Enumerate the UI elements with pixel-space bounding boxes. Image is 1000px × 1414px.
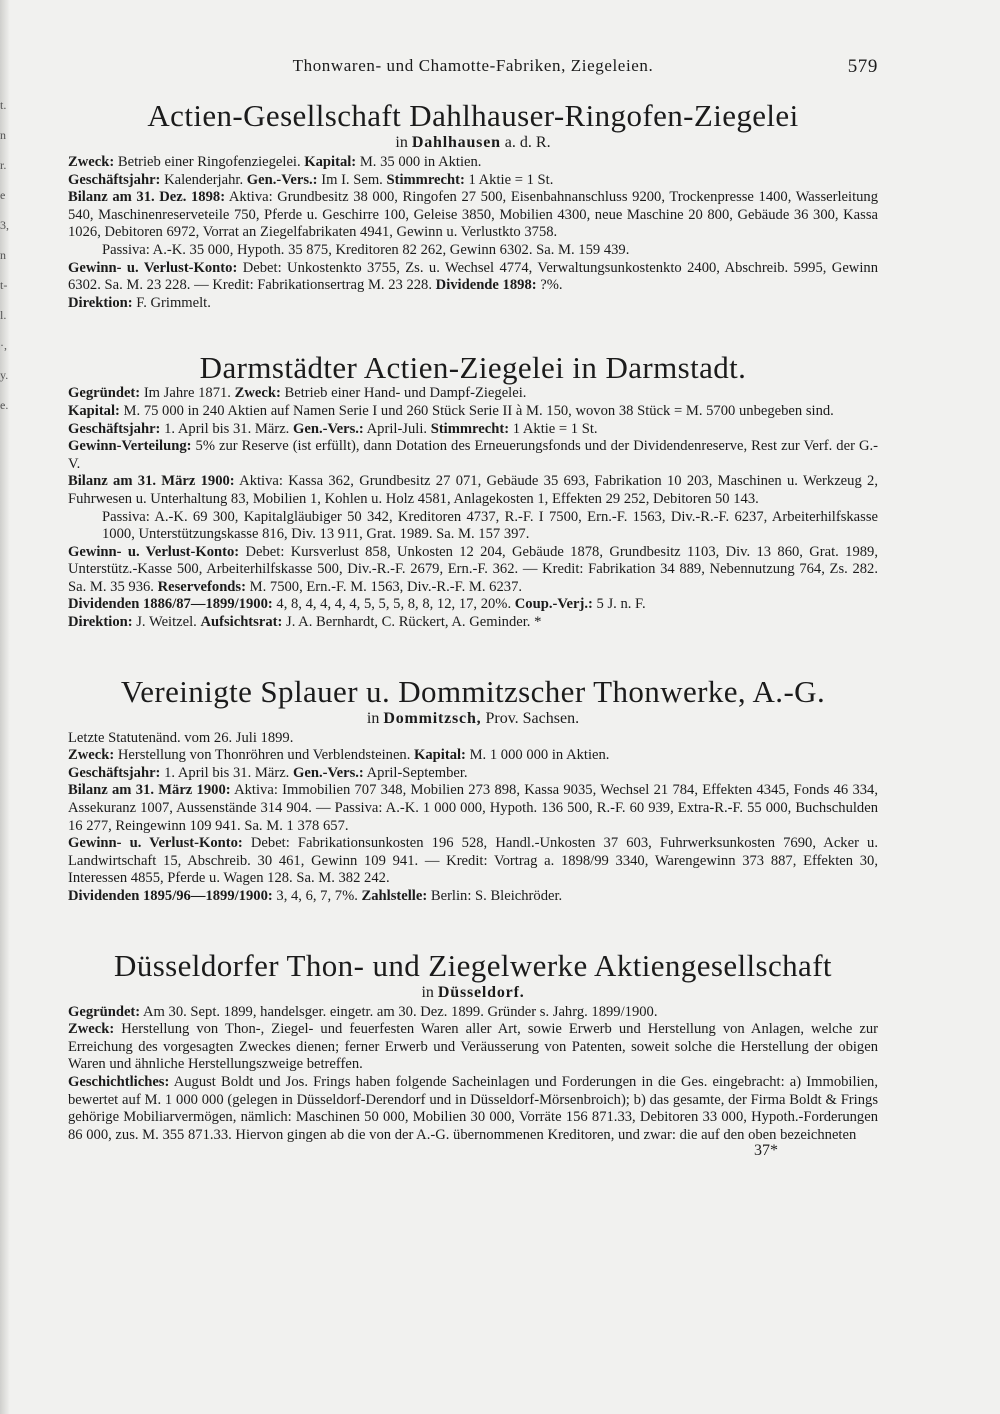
entry-paragraph — [68, 730, 878, 748]
entry-label: Gegründet: — [68, 1003, 141, 1020]
margin-mark: r. — [0, 158, 7, 172]
entry-label: Aufsichtsrat: — [200, 614, 283, 631]
entry-label: Zweck: — [68, 1021, 115, 1038]
entry-label: Stimmrecht: — [430, 420, 510, 437]
entry-text: Aktiva: Immobilien 707 348, Mobilien 273 898, Kassa 9035, Wechsel 21 784, Effekten 4345, Fonds 46 334, Assekuranz 1007, Aussenstände 314 904. — Passiva: A.-K. 1 000 000, Hypoth. 136 500, R.-F. 60 939, Extra-R.-F. 55 000, Buchschulden 16 277, Reingewinn 109 941. Sa. M. 1 378 657. — [68, 782, 878, 834]
entry-text: Herstellung von Thon-, Ziegel- und feuerfesten Waren aller Art, sowie Erwerb und Herstellung von Anlagen, welche zur Erreichung des vorgesagten Zweckes dienen; ferner Erwerb und Veräusserung von Patenten, soweit solche die Herstellung der obigen Waren und ähnliche Herstellungszweige betreffen. — [68, 1021, 878, 1073]
signature-mark: 37* — [754, 1142, 778, 1160]
entry-label: Gen.-Vers.: — [293, 420, 364, 437]
entry-text: Im Jahre 1871. — [143, 385, 231, 402]
margin-mark: n — [0, 128, 6, 142]
running-title: Thonwaren- und Chamotte-Fabriken, Ziegeleien. — [292, 56, 654, 75]
entry-text: 5 J. n. F. — [596, 596, 646, 613]
entry-text: 3, 4, 6, 7, 7%. — [276, 888, 358, 904]
entry-label: Geschäftsjahr: — [68, 420, 161, 437]
entry-label: Stimmrecht: — [386, 171, 465, 188]
entry-text: Im I. Sem. — [321, 171, 383, 188]
company-name: Actien-Gesellschaft Dahlhauser-Ringofen-Ziegelei — [147, 98, 799, 133]
entry-paragraph — [68, 596, 878, 614]
entry-paragraph — [68, 403, 878, 421]
entry-label: Gen.-Vers.: — [246, 171, 318, 188]
entry-paragraph — [68, 295, 878, 313]
loc-prefix: in — [366, 709, 380, 727]
section-gap — [68, 906, 878, 936]
entry-paragraph — [68, 172, 878, 190]
entry-paragraph — [68, 614, 878, 632]
entry-text: F. Grimmelt. — [136, 294, 211, 311]
page — [68, 56, 878, 1160]
entry-label: Zweck: — [234, 385, 281, 402]
entry-label: Dividenden 1886/87—1899/1900: — [68, 596, 273, 613]
loc-suffix: a. d. R. — [504, 134, 551, 151]
loc-prefix: in — [421, 983, 434, 1001]
entry-text: Betrieb einer Ringofenziegelei. — [117, 154, 301, 170]
entry-label: Geschichtliches: — [68, 1073, 170, 1090]
entry-label: Geschäftsjahr: — [68, 171, 161, 188]
entry-text: M. 35 000 in Aktien. — [359, 154, 482, 170]
margin-mark: n — [0, 248, 6, 262]
margin-mark: e — [0, 188, 6, 202]
entry-text: Debet: Unkostenkto 3755, Zs. u. Wechsel 4774, Verwaltungsunkostenkto 2400, Abschreib. 5995, Gewinn 6302. Sa. M. 23 228. — Kredit: Fabrikationsertrag M. 23 228. — [68, 259, 878, 294]
section-gap — [68, 312, 878, 338]
entry-paragraph — [68, 509, 878, 544]
entry-text: M. 7500, Ern.-F. M. 1563, Div.-R.-F. M. 6237. — [249, 578, 523, 595]
entry-label: Zweck: — [68, 154, 115, 170]
entry-text: Berlin: S. Bleichröder. — [430, 888, 563, 904]
margin-mark: 3, — [0, 218, 9, 232]
entry-paragraph — [68, 1074, 878, 1144]
company-location — [68, 709, 878, 728]
entry-paragraph — [68, 189, 878, 242]
loc-place: Dommitzsch, — [383, 709, 482, 727]
entry-paragraph — [68, 421, 878, 439]
entry-label: Kapital: — [68, 402, 120, 419]
margin-mark: e. — [0, 398, 9, 412]
entry-paragraph — [68, 782, 878, 835]
entry-label: Dividende 1898: — [435, 277, 537, 294]
entry-text: Kalenderjahr. — [164, 171, 244, 188]
entry-label: Geschäftsjahr: — [68, 764, 161, 781]
entry-text: Passiva: A.-K. 69 300, Kapitalgläubiger 50 342, Kreditoren 4737, R.-F. I 7500, Ern.-F. 1563, Div.-R.-F. 6237, Arbeiterhilfskasse 1000, Unterstützungskasse 816, Div. 13 911, Grat. 1989. Sa. M. 157 397. — [102, 508, 878, 543]
entry-text: M. 75 000 in 240 Aktien auf Namen Serie I und 260 Stück Serie II à M. 150, wovon 38 Stück = M. 5700 unbegeben sind. — [123, 402, 834, 419]
entry-paragraph — [68, 1021, 878, 1074]
entry-label: Gewinn- u. Verlust-Konto: — [68, 259, 238, 276]
entry-text: Am 30. Sept. 1899, handelsger. eingetr. am 30. Dez. 1899. Gründer s. Jahrg. 1899/1900. — [143, 1003, 658, 1020]
entry-text: 1. April bis 31. März. — [164, 764, 290, 781]
entry-paragraph — [68, 1004, 878, 1022]
entry-text: Debet: Fabrikationsunkosten 196 528, Handl.-Unkosten 37 603, Fuhrwerksunkosten 7690, Acker u. Landwirtschaft 15, Abschreib. 30 461, Gewinn 109 941. — Kredit: Vortrag a. 1898/99 3340, Warengewinn 373 887, Effekten 30, Interessen 4855, Pferde u. Wagen 128. Sa. M. 382 242. — [68, 835, 878, 887]
entry-text: Debet: Kursverlust 858, Unkosten 12 204, Gebäude 1878, Grundbesitz 1103, Div. 13 860, Grat. 1989, Unterstütz.-Kasse 500, Arbeiterhilfskasse 500, Div.-R.-F. 2679, Ern.-F. 362. — Kredit: Fabrikation 34 889, Nebennutzung 764, Zs. 282. Sa. M. 35 936. — [68, 543, 878, 595]
entry-paragraph — [68, 260, 878, 295]
page-number: 579 — [847, 56, 878, 77]
entry-label: Reservefonds: — [157, 578, 246, 595]
entry-label: Direktion: — [68, 294, 133, 311]
entry-text: 1 Aktie = 1 St. — [512, 420, 598, 437]
entry-text: August Boldt und Jos. Frings haben folgende Sacheinlagen und Forderungen in die Ges. eingebracht: a) Immobilien, bewertet auf M. 1 000 000 (gelegen in Düsseldorf-Derendorf und in Düsseldorf-Mörsenbroich); b) das gesamte, der Firma Boldt & Frings gehörige Mobiliarvermögen, nämlich: Maschinen 50 000, Mobilien 30 000, Vorräte 156 871.33, Debitoren 33 000, Hypoth.-Forderungen 86 000, zus. M. 355 871.33. Hiervon gingen ab die von der A.-G. übernommenen Kreditoren, und zwar: die auf den oben bezeichneten — [68, 1073, 879, 1143]
entry-paragraph — [68, 765, 878, 783]
company-name: Darmstädter Actien-Ziegelei in Darmstadt. — [199, 350, 747, 386]
entry-text: Aktiva: Kassa 362, Grundbesitz 27 071, Gebäude 35 693, Fabrikation 10 203, Maschinen u. Werkzeug 2, Fuhrwesen u. Unterhaltung 83, Mobilien 1, Kohlen u. Holz 4581, Anlagekosten 1, Effekten 29 252, Debitoren 50 143. — [68, 473, 878, 507]
asterisk: * — [534, 614, 542, 631]
entry-text: 1. April bis 31. März. — [164, 420, 290, 437]
entry-paragraph — [68, 747, 878, 765]
company-entry — [68, 948, 878, 1145]
entry-label: Gen.-Vers.: — [293, 764, 364, 781]
entry-label: Kapital: — [414, 747, 466, 764]
entry-label: Dividenden 1895/96—1899/1900: — [68, 888, 273, 904]
entry-paragraph — [68, 544, 878, 597]
margin-mark: y. — [0, 368, 9, 382]
entry-text: Passiva: A.-K. 35 000, Hypoth. 35 875, Kreditoren 82 262, Gewinn 6302. Sa. M. 159 439. — [102, 241, 630, 258]
entry-label: Gegründet: — [68, 385, 141, 402]
entry-paragraph — [68, 473, 878, 508]
entry-paragraph — [68, 154, 878, 172]
margin-mark: t. — [0, 98, 7, 112]
company-entry — [68, 674, 878, 906]
entry-label: Direktion: — [68, 614, 133, 631]
entry-label: Coup.-Verj.: — [514, 596, 593, 613]
company-name: Vereinigte Splauer u. Dommitzscher Thonwerke, A.-G. — [120, 673, 826, 709]
entry-text: 4, 8, 4, 4, 4, 4, 5, 5, 5, 8, 8, 12, 17, 20%. — [276, 596, 512, 613]
entry-text: Letzte Statutenänd. vom 26. Juli 1899. — [68, 729, 294, 746]
entry-paragraph — [68, 438, 878, 473]
entry-text: J. Weitzel. — [136, 614, 197, 631]
company-location — [68, 983, 878, 1002]
entry-text: 1 Aktie = 1 St. — [468, 171, 554, 188]
margin-marks — [0, 90, 12, 420]
entry-text: J. A. Bernhardt, C. Rückert, A. Geminder. — [286, 614, 531, 631]
entry-paragraph — [68, 888, 878, 906]
loc-prefix: in — [395, 134, 408, 151]
entry-text: April-Juli. — [366, 420, 428, 437]
entry-paragraph — [68, 835, 878, 888]
entry-text: Betrieb einer Hand- und Dampf-Ziegelei. — [284, 385, 527, 402]
entry-label: Bilanz am 31. März 1900: — [68, 782, 231, 799]
margin-mark: t- — [0, 278, 8, 292]
entry-label: Gewinn-Verteilung: — [68, 438, 192, 455]
margin-mark: l. — [0, 308, 7, 322]
entry-label: Zahlstelle: — [361, 888, 428, 904]
entry-text: 5% zur Reserve (ist erfüllt), dann Dotation des Erneuerungsfonds und der Dividendenreserve, Rest zur Verf. der G.-V. — [68, 438, 878, 472]
entry-paragraph — [68, 385, 878, 403]
entry-label: Zweck: — [68, 747, 115, 764]
company-entry — [68, 98, 878, 312]
margin-mark: ·, — [0, 338, 7, 352]
entry-label: Bilanz am 31. Dez. 1898: — [68, 189, 226, 206]
entry-label: Kapital: — [304, 154, 357, 170]
entry-label: Gewinn- u. Verlust-Konto: — [68, 543, 240, 560]
entry-text: Herstellung von Thonröhren und Verblendsteinen. — [117, 747, 411, 764]
entry-text: M. 1 000 000 in Aktien. — [469, 747, 610, 764]
entry-text: Aktiva: Grundbesitz 38 000, Ringofen 27 500, Eisenbahnanschluss 9200, Trockenpresse 1400, Wasserleitung 540, Maschinenreserveteile 750, Pferde u. Geschirre 100, Geleise 3850, Mobilien 4300, neue Maschine 20 800, Gebäude 36 300, Kassa 1026, Debitoren 6972, Vorrat an Ziegelfabrikaten 4941, Gewinn u. Verlustkto 3758. — [68, 189, 879, 241]
entry-text: April-September. — [366, 764, 468, 781]
company-location — [68, 133, 878, 152]
company-entry — [68, 350, 878, 631]
entry-text: ?%. — [540, 277, 563, 294]
entry-paragraph — [68, 242, 878, 260]
company-name: Düsseldorfer Thon- und Ziegelwerke Aktiengesellschaft — [114, 947, 832, 983]
loc-place: Düsseldorf. — [437, 983, 525, 1001]
loc-suffix: Prov. Sachsen. — [485, 709, 580, 727]
entry-label: Bilanz am 31. März 1900: — [68, 473, 235, 490]
loc-place: Dahlhausen — [411, 134, 501, 151]
entry-label: Gewinn- u. Verlust-Konto: — [68, 835, 243, 852]
running-head — [68, 56, 878, 86]
section-gap — [68, 632, 878, 662]
